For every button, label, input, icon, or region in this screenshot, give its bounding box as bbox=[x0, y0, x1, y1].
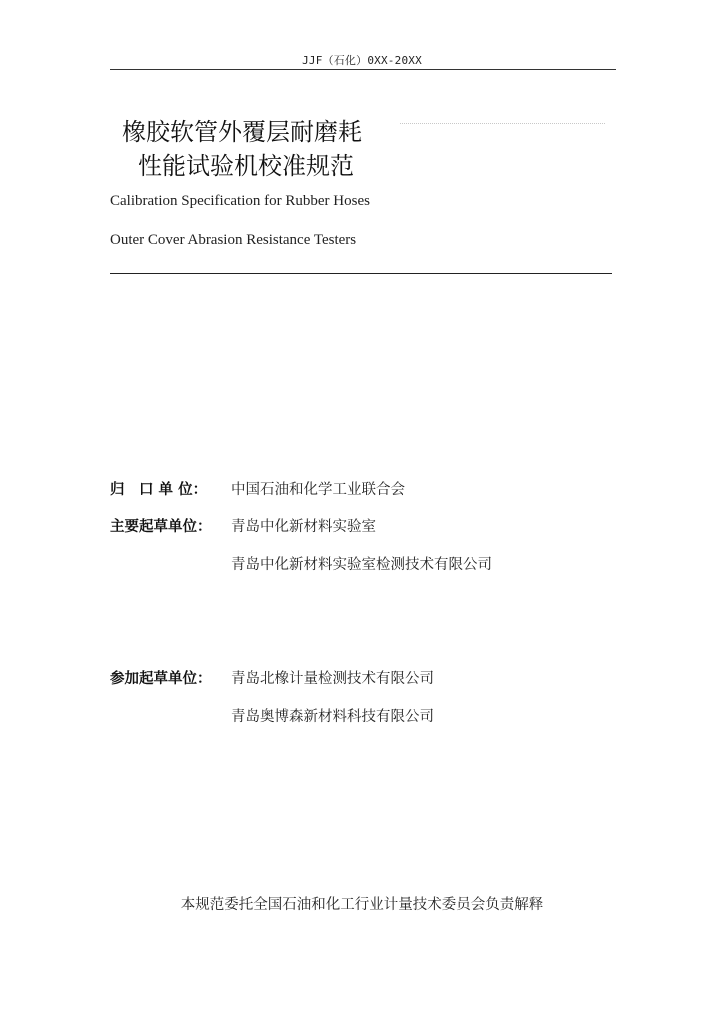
participating-drafting-unit-2: 青岛奥博森新材料科技有限公司 bbox=[231, 709, 434, 725]
title-en-line-1: Calibration Specification for Rubber Hoses bbox=[110, 193, 370, 209]
participating-drafting-label: 参加起草单位： bbox=[110, 671, 212, 687]
title-zh-line-1: 橡胶软管外覆层耐磨耗 bbox=[122, 118, 362, 146]
main-drafting-label: 主要起草单位： bbox=[110, 519, 212, 535]
title-zh-line-2: 性能试验机校准规范 bbox=[138, 152, 354, 180]
responsible-unit-value: 中国石油和化学工业联合会 bbox=[231, 482, 405, 498]
header-rule bbox=[110, 69, 616, 70]
header-code: JJF（石化）0XX-20XX bbox=[302, 54, 422, 67]
title-rule bbox=[110, 273, 612, 274]
main-drafting-unit-1: 青岛中化新材料实验室 bbox=[231, 519, 376, 535]
main-drafting-unit-2: 青岛中化新材料实验室检测技术有限公司 bbox=[231, 557, 492, 573]
title-dotted-line bbox=[400, 123, 605, 124]
title-en-line-2: Outer Cover Abrasion Resistance Testers bbox=[110, 232, 357, 248]
participating-drafting-unit-1: 青岛北橡计量检测技术有限公司 bbox=[231, 671, 434, 687]
footer-note: 本规范委托全国石油和化工行业计量技术委员会负责解释 bbox=[180, 897, 544, 913]
responsible-unit-label: 归 口 单 位： bbox=[110, 482, 208, 498]
